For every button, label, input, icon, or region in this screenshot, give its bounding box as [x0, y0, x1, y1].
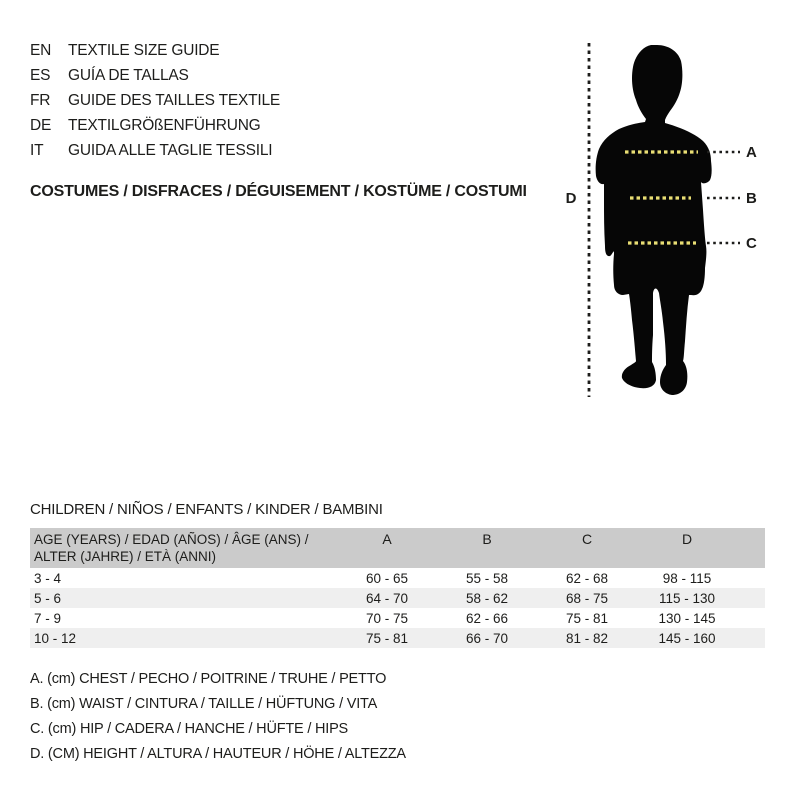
- table-row: [30, 588, 765, 608]
- height-cell: 98 - 115: [662, 570, 712, 586]
- language-row-es: [30, 63, 280, 88]
- measurement-figure: [540, 30, 800, 410]
- table-row: [30, 628, 765, 648]
- height-cell: 130 - 145: [658, 610, 716, 626]
- measurement-legend: [30, 666, 406, 766]
- table-row: [30, 608, 765, 628]
- legend-hip: C. (cm) HIP / CADERA / HANCHE / HÜFTE / HIPS: [30, 720, 349, 737]
- waist-cell: 58 - 62: [465, 590, 509, 606]
- age-cell: 10 - 12: [34, 630, 77, 646]
- language-code: ES: [30, 66, 51, 84]
- legend-height: D. (CM) HEIGHT / ALTURA / HAUTEUR / HÖHE / ALTEZZA: [30, 745, 406, 762]
- hip-cell: 62 - 68: [565, 570, 609, 586]
- legend-waist: B. (cm) WAIST / CINTURA / TAILLE / HÜFTUNG / VITA: [30, 695, 378, 712]
- age-header-line1: AGE (YEARS) / EDAD (AÑOS) / ÂGE (ANS) /: [34, 532, 309, 547]
- column-header-c: C: [581, 531, 593, 547]
- language-code: DE: [30, 116, 52, 134]
- child-silhouette: [596, 45, 712, 395]
- language-code: EN: [30, 41, 52, 59]
- figure-label-height: D: [565, 190, 577, 207]
- figure-label-waist: B: [746, 190, 757, 207]
- hip-cell: 75 - 81: [565, 610, 609, 626]
- chest-cell: 75 - 81: [365, 630, 409, 646]
- hip-cell: 68 - 75: [565, 590, 609, 606]
- language-code: FR: [30, 91, 51, 109]
- height-cell: 145 - 160: [658, 630, 716, 646]
- age-cell: 3 - 4: [34, 570, 62, 586]
- chest-cell: 70 - 75: [365, 610, 409, 626]
- language-row-it: [30, 138, 280, 163]
- table-title: CHILDREN / NIÑOS / ENFANTS / KINDER / BAMBINI: [30, 501, 383, 518]
- language-row-en: [30, 38, 280, 63]
- column-header-a: A: [382, 531, 392, 547]
- waist-cell: 66 - 70: [465, 630, 509, 646]
- column-header-b: B: [482, 531, 492, 547]
- size-table: [30, 528, 765, 648]
- guide-title-en: TEXTILE SIZE GUIDE: [68, 41, 220, 59]
- language-title-list: [30, 38, 280, 163]
- hip-cell: 81 - 82: [565, 630, 609, 646]
- age-header-line2: ALTER (JAHRE) / ETÀ (ANNI): [34, 549, 217, 564]
- figure-label-chest: A: [746, 144, 757, 161]
- waist-cell: 55 - 58: [465, 570, 509, 586]
- size-table-header: [30, 528, 765, 568]
- column-header-d: D: [681, 531, 693, 547]
- legend-chest: A. (cm) CHEST / PECHO / POITRINE / TRUHE / PETTO: [30, 670, 387, 687]
- language-row-de: [30, 113, 280, 138]
- age-cell: 7 - 9: [34, 610, 62, 626]
- guide-title-fr: GUIDE DES TAILLES TEXTILE: [68, 91, 281, 109]
- language-code: IT: [30, 141, 44, 159]
- child-silhouette-diagram: [540, 30, 800, 410]
- guide-title-de: TEXTILGRÖßENFÜHRUNG: [68, 116, 261, 134]
- table-row: [30, 568, 765, 588]
- chest-cell: 64 - 70: [365, 590, 409, 606]
- category-title: COSTUMES / DISFRACES / DÉGUISEMENT / KOSTÜME / COSTUMI: [30, 183, 527, 200]
- language-row-fr: [30, 88, 280, 113]
- age-column-header: [30, 528, 337, 565]
- guide-title-es: GUÍA DE TALLAS: [68, 66, 189, 84]
- chest-cell: 60 - 65: [365, 570, 409, 586]
- waist-cell: 62 - 66: [465, 610, 509, 626]
- guide-title-it: GUIDA ALLE TAGLIE TESSILI: [68, 141, 273, 159]
- figure-label-hip: C: [746, 235, 757, 252]
- height-cell: 115 - 130: [658, 590, 716, 606]
- age-cell: 5 - 6: [34, 590, 62, 606]
